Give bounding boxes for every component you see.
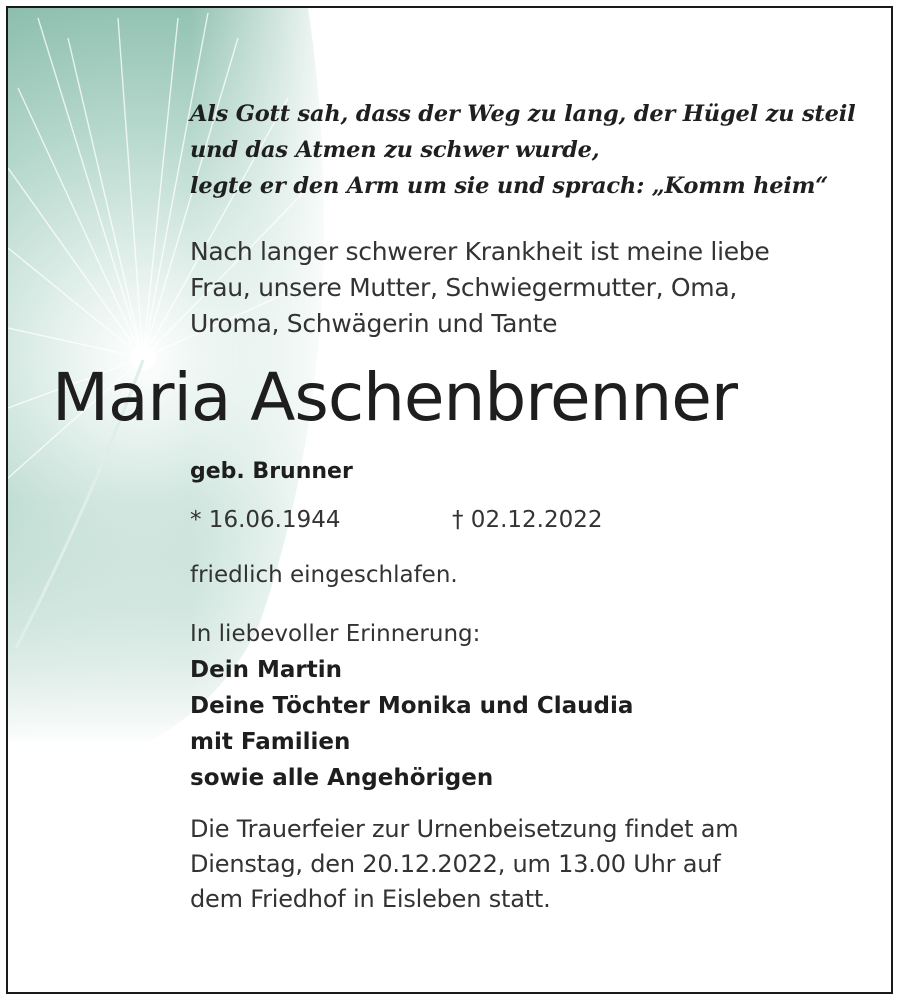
obituary-card [6,6,893,994]
intro-line: Uroma, Schwägerin und Tante [190,309,558,338]
verse-line: Als Gott sah, dass der Weg zu lang, der Hügel zu steil [190,101,856,127]
mourner-line: mit Familien [190,729,351,755]
mourner-line: sowie alle Angehörigen [190,765,494,791]
announcement-intro [190,234,769,342]
intro-line: Frau, unsere Mutter, Schwiegermutter, Oma, [190,273,737,302]
mourner-line: Deine Töchter Monika und Claudia [190,693,634,719]
memorial-verse [190,96,880,204]
service-line: dem Friedhof in Eisleben statt. [190,885,551,913]
verse-line: legte er den Arm um sie und sprach: „Komm heim“ [190,173,829,199]
mourners-list [190,652,633,796]
maiden-name: geb. Brunner [190,459,353,484]
verse-line: und das Atmen zu schwer wurde, [190,137,600,163]
peace-note: friedlich eingeschlafen. [190,562,458,588]
memory-heading: In liebevoller Erinnerung: [190,621,481,647]
funeral-service-info [190,812,738,917]
mourner-line: Dein Martin [190,657,342,683]
deceased-name: Maria Aschenbrenner [52,359,737,436]
birth-date: * 16.06.1944 [190,507,341,533]
death-date: † 02.12.2022 [452,507,603,533]
service-line: Die Trauerfeier zur Urnenbeisetzung findet am [190,815,739,843]
service-line: Dienstag, den 20.12.2022, um 13.00 Uhr auf [190,850,721,878]
intro-line: Nach langer schwerer Krankheit ist meine liebe [190,237,770,266]
